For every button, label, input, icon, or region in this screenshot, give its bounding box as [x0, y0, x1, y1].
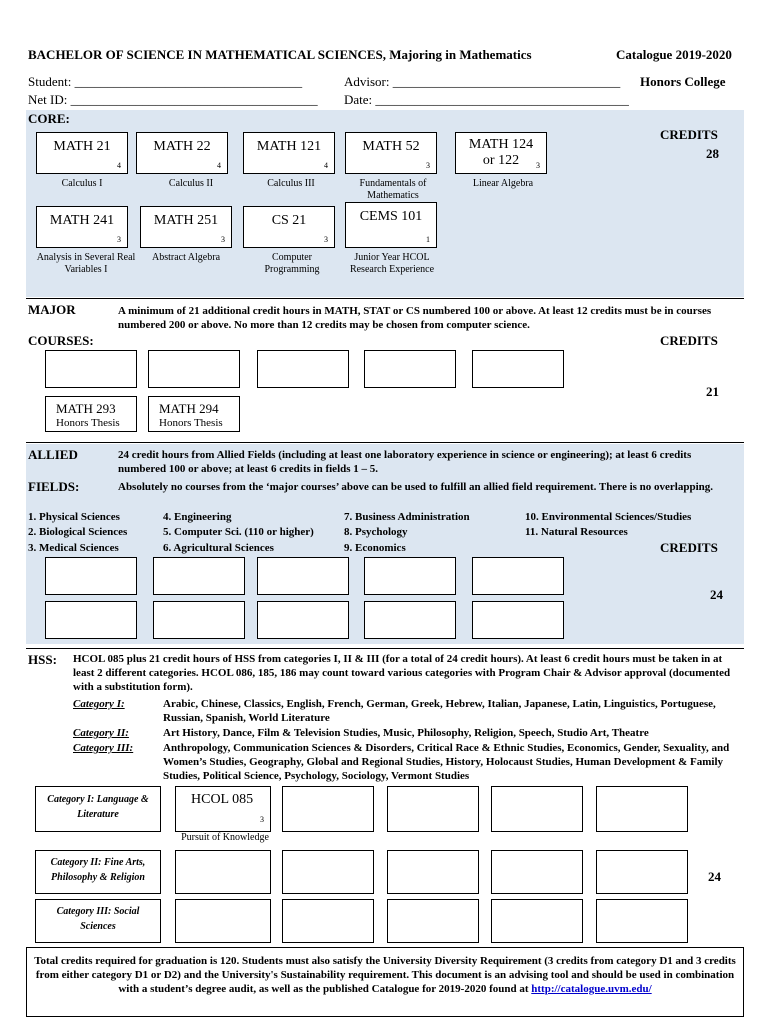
allied-course-box[interactable]	[257, 557, 349, 595]
date-field[interactable]: Date: _______________________________________	[344, 92, 629, 107]
college-label: Honors College	[640, 74, 726, 89]
catalogue-link[interactable]: http://catalogue.uvm.edu/	[531, 983, 652, 995]
catalogue-year: Catalogue 2019-2020	[616, 47, 732, 62]
divider	[26, 648, 744, 649]
page-title: BACHELOR OF SCIENCE IN MATHEMATICAL SCIENCES, Majoring in Mathematics	[28, 47, 532, 62]
major-credits-value: 21	[706, 384, 719, 399]
major-description: A minimum of 21 additional credit hours in MATH, STAT or CS numbered 100 or above. At least 12 credits must be in courses numbered 200 or above. No more than 12 credits may be chosen from computer science.	[118, 305, 712, 331]
hss-course-box[interactable]	[596, 850, 688, 894]
course-code: MATH 241	[49, 213, 115, 228]
allied-field-9: 9. Economics	[344, 542, 406, 554]
course-code: CEMS 101	[359, 209, 423, 224]
major-credits-label: CREDITS	[660, 333, 718, 348]
course-box-math241[interactable]	[36, 206, 128, 248]
netid-field[interactable]: Net ID: ______________________________________	[28, 92, 318, 107]
hss-description: HCOL 085 plus 21 credit hours of HSS from categories I, II & III (for a total of 24 credit hours). At least 6 credit hours must be taken in at least 2 different categories. HCOL 086, 185, 186 may count toward various categories with Program Chair & Advisor approval (documented with a substitution form).	[73, 653, 731, 693]
hss-category-text-1: Arabic, Chinese, Classics, English, French, German, Greek, Hebrew, Italian, Japanese, Latin, Linguistics, Portuguese, Russian, Spanish, World Literature	[163, 698, 716, 724]
allied-field-1: 1. Physical Sciences	[28, 511, 120, 523]
hss-credits-value: 24	[708, 869, 721, 884]
hss-course-box[interactable]	[596, 899, 688, 943]
footer-box	[26, 947, 744, 1017]
course-code: MATH 293	[56, 401, 116, 416]
student-field[interactable]: Student: ___________________________________	[28, 74, 303, 89]
hss-row-label-box	[35, 899, 161, 943]
major-heading-2: COURSES:	[28, 333, 94, 348]
hss-course-box[interactable]	[282, 899, 374, 943]
major-course-box[interactable]	[472, 350, 564, 388]
course-box-math251[interactable]	[140, 206, 232, 248]
course-code: MATH 124 or 122	[468, 137, 534, 168]
footer-note: Total credits required for graduation is 120. Students must also satisfy the University Diversity Requirement (3 credits from category D1 and 3 credits from either category D1 or D2) and the University's Sustainability requirement. This document is an advising tool and should be used in combination with a student’s degree audit, as well as the published Catalogue for 2019-2020 found at	[34, 955, 736, 995]
allied-course-box[interactable]	[45, 557, 137, 595]
course-credits: 3	[536, 161, 540, 170]
course-name: Honors Thesis	[159, 417, 223, 429]
hss-course-box[interactable]	[596, 786, 688, 832]
course-code: CS 21	[271, 213, 307, 228]
hss-course-box[interactable]	[491, 786, 583, 832]
course-credits: 3	[426, 161, 430, 170]
course-name: Analysis in Several Real Variables I	[36, 252, 136, 275]
allied-field-2: 2. Biological Sciences	[28, 526, 128, 538]
hss-category-label-1: Category I:	[73, 698, 125, 710]
hss-category-text-3: Anthropology, Communication Sciences & Disorders, Critical Race & Ethnic Studies, Economics, Gender, Sexuality, and Women’s Studies, Geography, Global and Regional Studies, History, Holocaust Studies, Human Development & Family Studies, Political Science, Psychology, Sociology, Vermont Studies	[163, 742, 730, 782]
course-name: Honors Thesis	[56, 417, 120, 429]
allied-field-3: 3. Medical Sciences	[28, 542, 119, 554]
allied-description-1: 24 credit hours from Allied Fields (including at least one laboratory experience in science or engineering); at least 6 credits numbered 100 or above; at least 6 credits in fields 1 – 5.	[118, 449, 692, 475]
allied-course-box[interactable]	[153, 601, 245, 639]
hss-course-box[interactable]	[491, 899, 583, 943]
hss-course-box[interactable]	[387, 786, 479, 832]
advisor-field[interactable]: Advisor: ___________________________________	[344, 74, 621, 89]
course-credits: 3	[117, 235, 121, 244]
course-name: Junior Year HCOL Research Experience	[349, 252, 435, 275]
hcol-085-box[interactable]	[175, 786, 271, 832]
major-course-box[interactable]	[45, 350, 137, 388]
course-name: Computer Programming	[264, 252, 320, 275]
allied-field-10: 10. Environmental Sciences/Studies	[525, 511, 692, 523]
hss-course-box[interactable]	[282, 850, 374, 894]
allied-heading-2: FIELDS:	[28, 479, 80, 494]
course-credits: 4	[117, 161, 121, 170]
footer-text	[33, 954, 737, 996]
core-credits-label: CREDITS	[660, 127, 718, 142]
course-name: Fundamentals of Mathematics	[359, 178, 427, 201]
allied-field-6: 6. Agricultural Sciences	[163, 542, 274, 554]
allied-field-5: 5. Computer Sci. (110 or higher)	[163, 526, 314, 538]
hss-heading: HSS:	[28, 652, 57, 667]
hss-category-label-2: Category II:	[73, 727, 129, 739]
course-name: Abstract Algebra	[151, 252, 221, 263]
allied-course-box[interactable]	[45, 601, 137, 639]
allied-credits-value: 24	[710, 587, 723, 602]
allied-field-7: 7. Business Administration	[344, 511, 470, 523]
hss-course-box[interactable]	[491, 850, 583, 894]
course-box-cems101[interactable]	[345, 202, 437, 248]
course-credits: 3	[324, 235, 328, 244]
allied-field-11: 11. Natural Resources	[525, 526, 628, 538]
divider	[26, 298, 744, 299]
course-credits: 4	[324, 161, 328, 170]
allied-heading: ALLIED	[28, 447, 78, 462]
core-heading: CORE:	[28, 111, 70, 126]
course-code: MATH 251	[153, 213, 219, 228]
major-heading: MAJOR	[28, 302, 76, 317]
course-code: MATH 121	[256, 139, 322, 154]
course-name: Calculus II	[168, 178, 214, 189]
major-course-box[interactable]	[257, 350, 349, 388]
course-box-math52[interactable]	[345, 132, 437, 174]
hss-row-label: Category I: Language & Literature	[47, 794, 149, 820]
hss-course-box[interactable]	[387, 850, 479, 894]
course-code: MATH 294	[159, 401, 219, 416]
allied-course-box[interactable]	[472, 557, 564, 595]
course-box-cs21[interactable]	[243, 206, 335, 248]
allied-credits-label: CREDITS	[660, 540, 718, 555]
course-credits: 3	[260, 815, 264, 824]
course-credits: 4	[217, 161, 221, 170]
course-box-math21[interactable]	[36, 132, 128, 174]
core-credits-value: 28	[706, 146, 719, 161]
course-name: Linear Algebra	[472, 178, 534, 189]
allied-course-box[interactable]	[364, 557, 456, 595]
course-code: HCOL 085	[191, 792, 254, 807]
major-course-box[interactable]	[148, 350, 240, 388]
course-name: Pursuit of Knowledge	[181, 832, 269, 843]
allied-description-2: Absolutely no courses from the ‘major courses’ above can be used to fulfill an allied field requirement. There is no overlapping.	[118, 481, 714, 493]
thesis-box-math294[interactable]	[148, 396, 240, 432]
course-box-math121[interactable]	[243, 132, 335, 174]
hss-course-box[interactable]	[282, 786, 374, 832]
course-credits: 3	[221, 235, 225, 244]
allied-course-box[interactable]	[257, 601, 349, 639]
course-name: Calculus III	[267, 178, 315, 189]
hss-category-label-3: Category III:	[73, 742, 134, 754]
course-name: Calculus I	[61, 178, 103, 189]
course-code: MATH 21	[53, 139, 111, 154]
allied-course-box[interactable]	[364, 601, 456, 639]
allied-field-8: 8. Psychology	[344, 526, 408, 538]
hss-row-label: Category II: Fine Arts, Philosophy & Religion	[50, 857, 146, 883]
hss-course-box[interactable]	[387, 899, 479, 943]
allied-course-box[interactable]	[153, 557, 245, 595]
major-course-box[interactable]	[364, 350, 456, 388]
course-credits: 1	[426, 235, 430, 244]
hss-row-label-box	[35, 850, 161, 894]
hss-course-box[interactable]	[175, 899, 271, 943]
hss-row-label: Category III: Social Sciences	[56, 906, 140, 932]
course-code: MATH 22	[153, 139, 211, 154]
hss-course-box[interactable]	[175, 850, 271, 894]
divider	[26, 442, 744, 443]
allied-course-box[interactable]	[472, 601, 564, 639]
hss-category-text-2: Art History, Dance, Film & Television Studies, Music, Philosophy, Religion, Speech, Studio Art, Theatre	[163, 727, 649, 739]
thesis-box-math293[interactable]	[45, 396, 137, 432]
hss-row-label-box	[35, 786, 161, 832]
course-box-math22[interactable]	[136, 132, 228, 174]
allied-field-4: 4. Engineering	[163, 511, 232, 523]
course-code: MATH 52	[362, 139, 420, 154]
course-box-math124[interactable]	[455, 132, 547, 174]
